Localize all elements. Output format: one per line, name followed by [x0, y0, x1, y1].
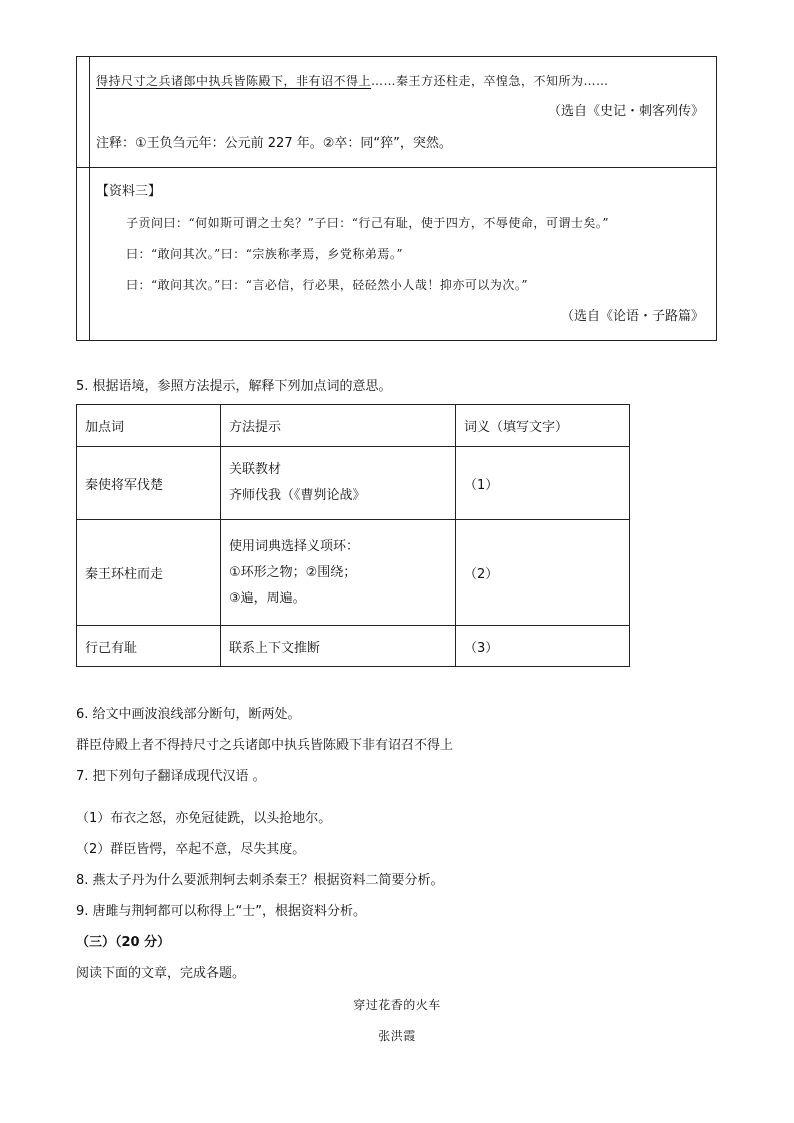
passage2-underlined-text: 得持尺寸之兵诸郎中执兵皆陈殿下，非有诏不得上: [96, 74, 372, 88]
box-inner-border: [89, 56, 90, 341]
q7-item-2: （2）群臣皆愕，卒起不意，尽失其度。: [76, 842, 306, 857]
q9-prompt: 9. 唐雎与荆轲都可以称得上“士”，根据资料分析。: [76, 904, 367, 919]
row1-answer-blank[interactable]: （1）: [456, 447, 630, 520]
q8-prompt: 8. 燕太子丹为什么要派荆轲去刺杀秦王？根据资料二简要分析。: [76, 873, 444, 888]
header-word: 加点词: [77, 405, 221, 447]
row1-hint-line-1: 关联教材: [229, 462, 282, 477]
passage3-line-2: 曰：“敢问其次。”曰：“宗族称孝焉，乡党称弟焉。”: [126, 247, 404, 261]
section3-heading: （三）（20 分）: [76, 935, 171, 950]
q7-prompt: 7. 把下列句子翻译成现代汉语 。: [76, 769, 266, 784]
passage3-source: （选自《论语・子路篇》: [560, 309, 704, 324]
row2-hint-line-3: ③遍，周遍。: [229, 590, 306, 606]
article-title: 穿过花香的火车: [353, 998, 441, 1012]
passage2-note: 注释：①王负刍元年：公元前 227 年。②卒：同“猝”，突然。: [96, 136, 452, 151]
passage2-rest-text: ……秦王方还柱走，卒惶急，不知所为……: [371, 74, 609, 88]
row2-answer-blank[interactable]: （2）: [456, 520, 630, 626]
q7-item-1: （1）布衣之怒，亦免冠徒跣，以头抢地尔。: [76, 811, 332, 826]
row2-hint-line-2: ①环形之物；②围绕；: [229, 564, 357, 580]
q5-prompt: 5. 根据语境，参照方法提示，解释下列加点词的意思。: [76, 379, 392, 394]
q6-prompt: 6. 给文中画波浪线部分断句，断两处。: [76, 707, 301, 722]
box-divider: [89, 167, 717, 168]
header-hint: 方法提示: [221, 405, 456, 447]
article-author: 张洪霞: [378, 1029, 416, 1043]
table-header-row: [77, 405, 630, 447]
row2-hint: [221, 520, 456, 626]
row1-hint-line-2: 齐师伐我（《曹刿论战》: [229, 488, 366, 503]
row1-hint: [221, 447, 456, 520]
passage3-line-3: 曰：“敢问其次。”曰：“言必信，行必果，硁硁然小人哉！抑亦可以为次。”: [126, 278, 529, 292]
section3-instruction: 阅读下面的文章，完成各题。: [76, 966, 246, 981]
q6-text: 群臣侍殿上者不得持尺寸之兵诸郎中执兵皆陈殿下非有诏召不得上: [76, 738, 454, 753]
passage3-line-1: 子贡问曰：“何如斯可谓之士矣？”子曰：“行己有耻，使于四方，不辱使命，可谓士矣。”: [126, 216, 610, 230]
row3-word: 行己有耻: [77, 626, 221, 667]
passage2-last-line: [96, 72, 609, 90]
row2-hint-line-1: 使用词典选择义项环：: [229, 538, 360, 554]
table-row: [77, 626, 630, 667]
table-row: [77, 520, 630, 626]
header-meaning: 词义（填写文字）: [456, 405, 630, 447]
row3-answer-blank[interactable]: （3）: [456, 626, 630, 667]
passage2-source: （选自《史记・刺客列传》: [547, 104, 704, 119]
table-row: [77, 447, 630, 520]
q5-table: [76, 404, 630, 667]
row1-word: 秦使将军伐楚: [77, 447, 221, 520]
passage3-heading: 【资料三】: [96, 184, 162, 199]
row3-hint: 联系上下文推断: [221, 626, 456, 667]
row2-word: 秦王环柱而走: [77, 520, 221, 626]
